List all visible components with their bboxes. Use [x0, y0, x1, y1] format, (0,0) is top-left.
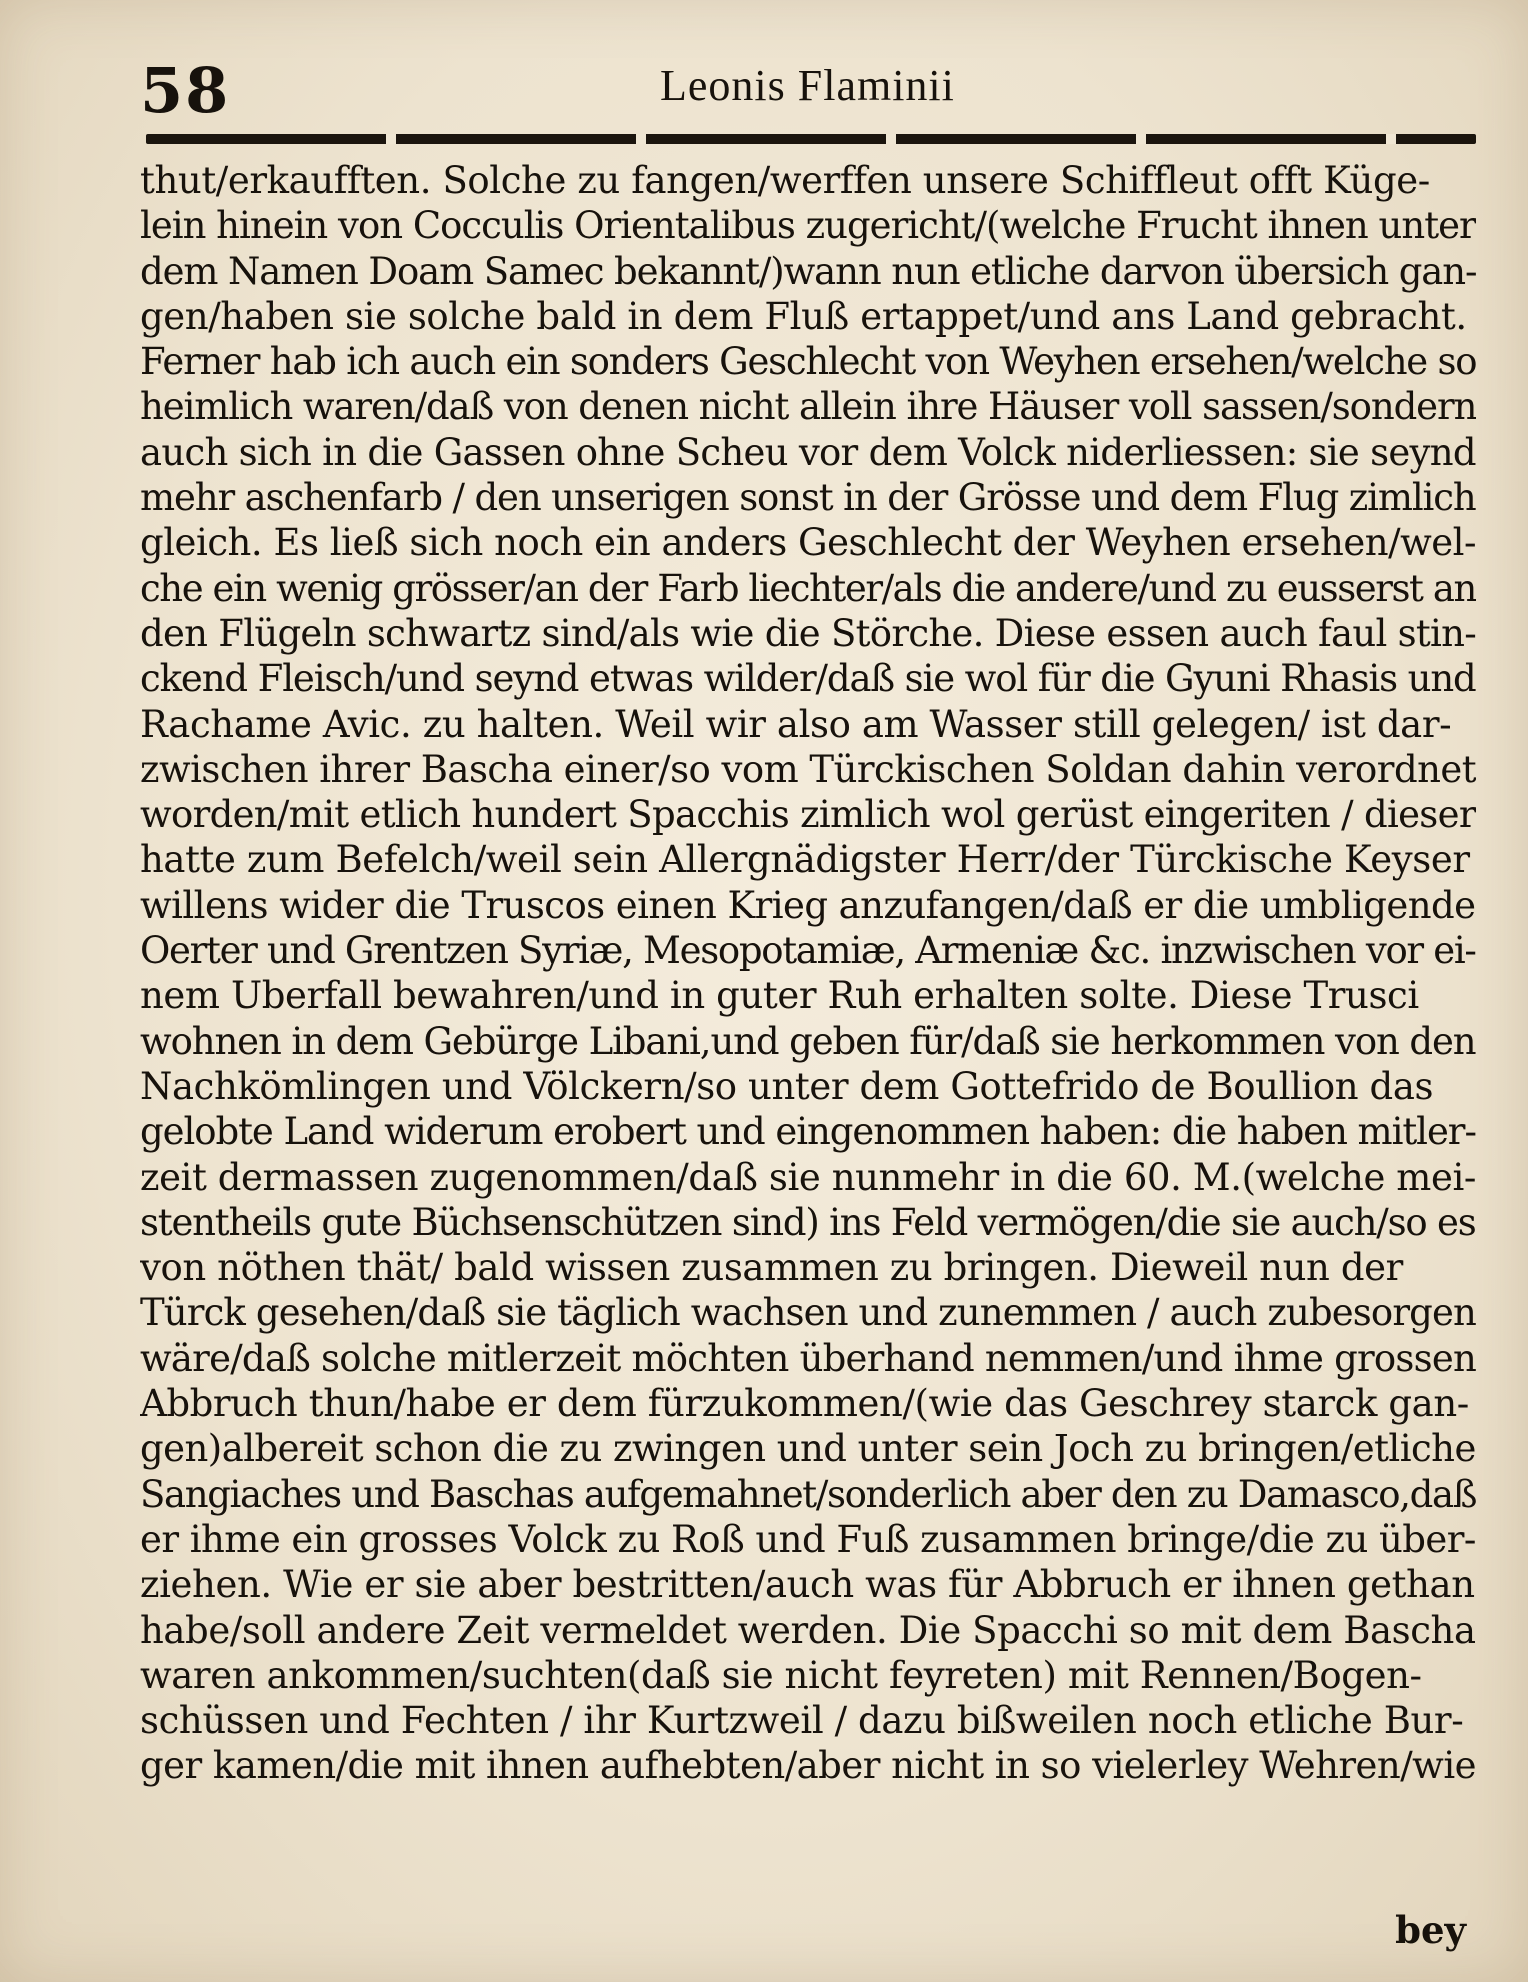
text-line: von nöthen thät/ bald wissen zusammen zu bringen. Dieweil nun der: [140, 1246, 1403, 1290]
text-line: ziehen. Wie er sie aber bestritten/auch was für Abbruch er ihnen gethan: [140, 1563, 1475, 1607]
text-line: Abbruch thun/habe er dem fürzukommen/(wie das Geschrey starck gan-: [140, 1382, 1469, 1426]
text-line: schüssen und Fechten / ihr Kurtzweil / dazu bißweilen noch etliche Bur-: [140, 1699, 1464, 1743]
text-line: ckend Fleisch/und seynd etwas wilder/daß sie wol für die Gyuni Rhasis und: [140, 657, 1476, 701]
text-line: Oerter und Grentzen Syriæ, Mesopotamiæ, Armeniæ &c. inzwischen vor ei-: [140, 929, 1476, 973]
text-line: wohnen in dem Gebürge Libani,und geben für/daß sie herkommen von den: [140, 1019, 1476, 1063]
text-line: den Flügeln schwartz sind/als wie die Störche. Diese essen auch faul stin-: [140, 611, 1476, 655]
text-line: wäre/daß solche mitlerzeit möchten überhand nemmen/und ihme grossen: [140, 1336, 1476, 1380]
running-head: Leonis Flaminii: [660, 61, 955, 110]
text-line: Rachame Avic. zu halten. Weil wir also am Wasser still gelegen/ ist dar-: [140, 702, 1452, 746]
text-line: Nachkömlingen und Völckern/so unter dem Gottefrido de Boullion das: [140, 1064, 1434, 1108]
text-line: gelobte Land widerum erobert und eingenommen haben: die haben mitler-: [140, 1110, 1476, 1154]
page-number: 58: [140, 54, 231, 127]
catchword: bey: [1395, 1908, 1466, 1952]
text-line: gleich. Es ließ sich noch ein anders Geschlecht der Weyhen ersehen/wel-: [140, 521, 1476, 565]
text-line: mehr aschenfarb / den unserigen sonst in der Grösse und dem Flug zimlich: [140, 476, 1476, 520]
text-line: stentheils gute Büchsenschützen sind) ins Feld vermögen/die sie auch/so es: [140, 1200, 1476, 1244]
text-line: thut/erkaufften. Solche zu fangen/werffen unsere Schiffleut offt Kügе-: [140, 159, 1430, 202]
text-line: gen/haben sie solche bald in dem Fluß ertappet/und ans Land gebracht.: [140, 294, 1467, 338]
text-line: che ein wenig grösser/an der Farb liechter/als die andere/und zu eusserst an: [140, 566, 1476, 610]
text-line: willens wider die Truscos einen Krieg anzufangen/daß er die umbligende: [140, 883, 1476, 927]
text-line: dem Namen Doam Samec bekannt/)wann nun etliche darvon übersich gan-: [140, 249, 1476, 293]
body-text: [140, 158, 1476, 1789]
text-line: nem Uberfall bewahren/und in guter Ruh erhalten solte. Diese Trusci: [140, 974, 1419, 1018]
text-line: heimlich waren/daß von denen nicht allein ihre Häuser voll sassen/sondern: [140, 385, 1476, 429]
text-line: Türck gesehen/daß sie täglich wachsen und zunemmen / auch zubesorgen: [140, 1291, 1476, 1335]
text-line: er ihme ein grosses Volck zu Roß und Fuß zusammen bringe/die zu über-: [140, 1517, 1476, 1561]
text-line: ger kamen/die mit ihnen aufhebten/aber nicht in so vielerley Wehren/wie: [140, 1744, 1476, 1788]
text-line: habe/soll andere Zeit vermeldet werden. Die Spacchi so mit dem Bascha: [140, 1608, 1476, 1652]
page-header: [140, 46, 1470, 127]
text-line: zeit dermassen zugenommen/daß sie nunmehr in die 60. M.(welche mei-: [140, 1155, 1476, 1199]
text-line: gen)albereit schon die zu zwingen und unter sein Joch zu bringen/etliche: [140, 1427, 1476, 1471]
text-line: auch sich in die Gassen ohne Scheu vor dem Volck niderliessen: sie seynd: [140, 430, 1476, 474]
text-line: zwischen ihrer Bascha einer/so vom Türckischen Soldan dahin verordnet: [140, 747, 1476, 791]
text-line: hatte zum Befelch/weil sein Allergnädigster Herr/der Türckische Keyser: [140, 838, 1470, 882]
text-line: lein hinein von Cocculis Orientalibus zugericht/(welche Frucht ihnen unter: [140, 204, 1476, 248]
header-rule: [146, 134, 1476, 144]
text-line: worden/mit etlich hundert Spacchis zimlich wol gerüst eingeriten / dieser: [140, 793, 1476, 837]
text-line: waren ankommen/suchten(daß sie nicht feyreten) mit Rennen/Bogen-: [140, 1653, 1422, 1697]
text-line: Sangiaches und Baschas aufgemahnet/sonderlich aber den zu Damasco,daß: [140, 1472, 1476, 1516]
text-line: Ferner hab ich auch ein sonders Geschlecht von Weyhen ersehen/welche so: [140, 340, 1476, 384]
